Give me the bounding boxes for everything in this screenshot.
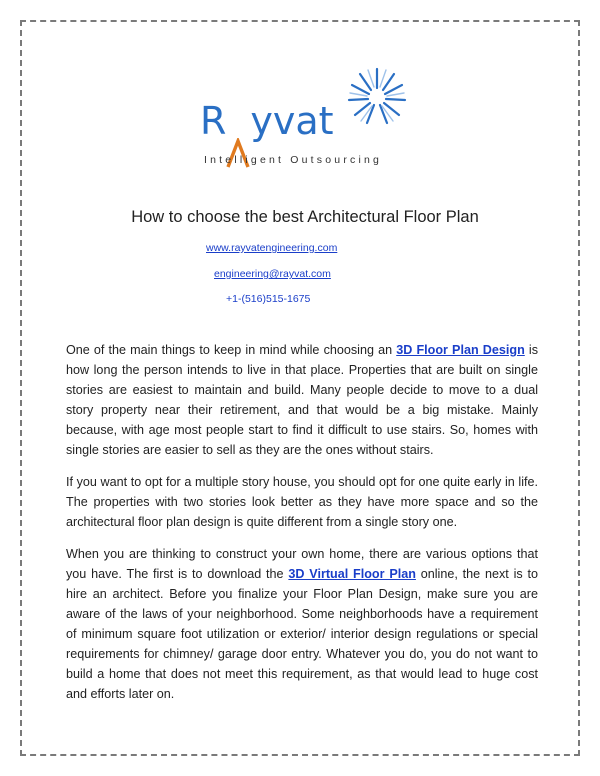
logo-wordmark: [200, 99, 334, 143]
paragraph-3: When you are thinking to construct your own home, there are various options that you have. The first is to download the 3D Virtual Floor Plan online, the next is to hire an architect. Before you finalize your Floor Plan Design, make sure you are aware of the laws of your neighborhood. Some neighborhoods have a requirement of minimum square foot utilization or exterior/ interior design regulations or special requirements for chimney/ garage door entry. Whatever you do, you do not want to build a home that does not meet this requirement, as that would lead to huge cost and efforts later on.: [66, 547, 538, 701]
logo-tagline: Intelligent Outsourcing: [204, 154, 383, 166]
3d-virtual-floor-plan-link[interactable]: 3D Virtual Floor Plan: [288, 567, 416, 581]
document-title: How to choose the best Architectural Floor Plan: [131, 208, 479, 226]
logo-letter-r: R: [200, 99, 227, 143]
rayvat-logo: [198, 66, 404, 170]
paragraph-2: If you want to opt for a multiple story house, you should opt for one quite early in life. The properties with two stories look better as they have more space and so the architectural floor plan design is quite different from a single story one.: [66, 475, 538, 529]
logo-burst-icon: [346, 66, 408, 128]
email-link[interactable]: engineering@rayvat.com: [214, 268, 331, 280]
logo-letters-yvat: yvat: [250, 99, 334, 143]
phone-number: +1-(516)515-1675: [226, 293, 311, 305]
website-link[interactable]: www.rayvatengineering.com: [206, 242, 338, 254]
article-body: [66, 340, 538, 716]
paragraph-1: One of the main things to keep in mind while choosing an 3D Floor Plan Design is how long the person intends to live in that place. Properties that are built on single stories are easiest to maintain and build. Many people decide to move to a dual story property near their retirement, and that would be a big mistake. Mainly because, with age most people start to find it difficult to use stairs. So, homes with single stories are easier to sell as they are the ones without stairs.: [66, 343, 538, 457]
3d-floor-plan-design-link[interactable]: 3D Floor Plan Design: [396, 343, 525, 357]
